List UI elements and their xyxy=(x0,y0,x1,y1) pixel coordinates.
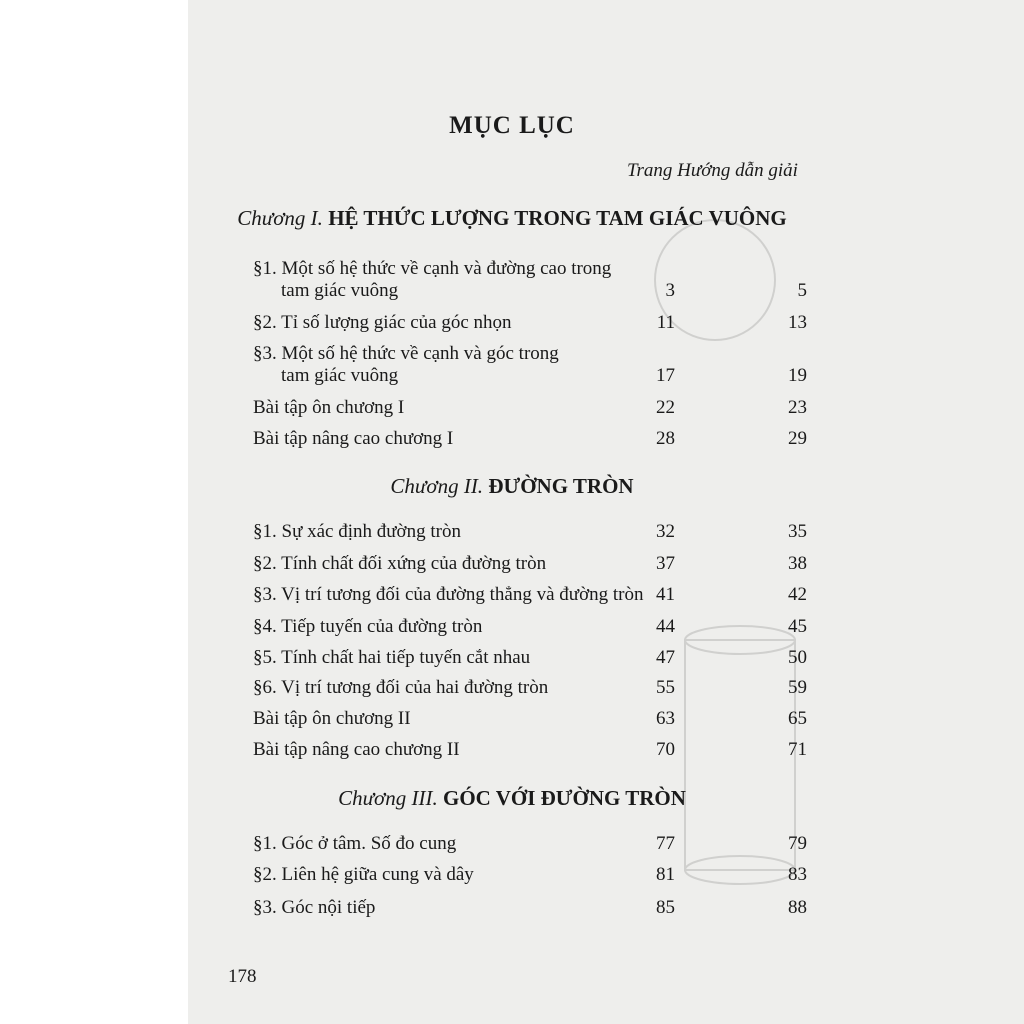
entry-label-line: Bài tập ôn chương I xyxy=(253,397,405,418)
entry-label-line: §3. Một số hệ thức về cạnh và góc trong xyxy=(253,343,559,364)
entry-solution-page: 19 xyxy=(788,365,807,386)
entry-solution-page: 65 xyxy=(788,708,807,729)
entry-solution-page: 23 xyxy=(788,397,807,418)
entry-label-line: tam giác vuông xyxy=(281,280,399,301)
entry-label-line: §2. Tỉ số lượng giác của góc nhọn xyxy=(253,312,512,333)
entry-solution-page: 50 xyxy=(788,647,807,668)
chapter-2-label: Chương II. xyxy=(390,474,484,498)
entry-label-line: §1. Sự xác định đường tròn xyxy=(253,521,461,542)
entry-page: 22 xyxy=(656,397,675,418)
entry-page: 3 xyxy=(665,280,675,301)
toc-entry[interactable] xyxy=(0,312,1024,338)
entry-solution-page: 29 xyxy=(788,428,807,449)
toc-entry[interactable] xyxy=(0,584,1024,610)
entry-solution-page: 88 xyxy=(788,897,807,918)
entry-page: 55 xyxy=(656,677,675,698)
entry-label-line: §1. Một số hệ thức về cạnh và đường cao trong xyxy=(253,258,612,279)
entry-label-line: §1. Góc ở tâm. Số đo cung xyxy=(253,833,457,854)
toc-entry[interactable] xyxy=(0,258,1024,308)
toc-entry[interactable] xyxy=(0,833,1024,859)
entry-page: 70 xyxy=(656,739,675,760)
entry-solution-page: 71 xyxy=(788,739,807,760)
entry-label-line: §3. Góc nội tiếp xyxy=(253,897,376,918)
toc-entry[interactable] xyxy=(0,647,1024,673)
toc-entry[interactable] xyxy=(0,616,1024,642)
entry-page: 77 xyxy=(656,833,675,854)
entry-page: 44 xyxy=(656,616,675,637)
toc-entry[interactable] xyxy=(0,864,1024,890)
entry-page: 81 xyxy=(656,864,675,885)
entry-label-line: Bài tập ôn chương II xyxy=(253,708,411,729)
entry-solution-page: 83 xyxy=(788,864,807,885)
entry-solution-page: 42 xyxy=(788,584,807,605)
column-header: Trang Hướng dẫn giải xyxy=(627,160,798,181)
chapter-2-name: ĐƯỜNG TRÒN xyxy=(488,474,634,498)
chapter-1-name: HỆ THỨC LƯỢNG TRONG TAM GIÁC VUÔNG xyxy=(328,206,787,230)
entry-page: 28 xyxy=(656,428,675,449)
chapter-1-label: Chương I. xyxy=(237,206,323,230)
chapter-3-heading xyxy=(0,786,1024,811)
entry-page: 17 xyxy=(656,365,675,386)
entry-label-line: §5. Tính chất hai tiếp tuyến cắt nhau xyxy=(253,647,531,668)
entry-page: 47 xyxy=(656,647,675,668)
toc-entry[interactable] xyxy=(0,739,1024,765)
toc-entry[interactable] xyxy=(0,428,1024,454)
entry-solution-page: 5 xyxy=(797,280,807,301)
chapter-2-heading xyxy=(0,474,1024,499)
entry-solution-page: 38 xyxy=(788,553,807,574)
entry-page: 85 xyxy=(656,897,675,918)
chapter-3-name: GÓC VỚI ĐƯỜNG TRÒN xyxy=(443,786,686,810)
entry-page: 41 xyxy=(656,584,675,605)
toc-entry[interactable] xyxy=(0,897,1024,923)
entry-solution-page: 59 xyxy=(788,677,807,698)
entry-label-line: Bài tập nâng cao chương I xyxy=(253,428,454,449)
toc-entry[interactable] xyxy=(0,708,1024,734)
toc-entry[interactable] xyxy=(0,397,1024,423)
entry-label-line: §2. Liên hệ giữa cung và dây xyxy=(253,864,474,885)
entry-label-line: tam giác vuông xyxy=(281,365,399,386)
entry-page: 63 xyxy=(656,708,675,729)
page-number: 178 xyxy=(228,966,257,987)
entry-solution-page: 45 xyxy=(788,616,807,637)
entry-page: 37 xyxy=(656,553,675,574)
entry-solution-page: 79 xyxy=(788,833,807,854)
entry-page: 32 xyxy=(656,521,675,542)
page-title: MỤC LỤC xyxy=(449,112,575,139)
chapter-1-heading xyxy=(0,206,1024,231)
toc-entry[interactable] xyxy=(0,553,1024,579)
entry-solution-page: 35 xyxy=(788,521,807,542)
entry-label-line: §6. Vị trí tương đối của hai đường tròn xyxy=(253,677,549,698)
toc-entry[interactable] xyxy=(0,521,1024,547)
toc-entry[interactable] xyxy=(0,343,1024,393)
entry-page: 11 xyxy=(656,312,675,333)
entry-solution-page: 13 xyxy=(788,312,807,333)
entry-label-line: §4. Tiếp tuyến của đường tròn xyxy=(253,616,483,637)
entry-label-line: §3. Vị trí tương đối của đường thẳng và đường tròn xyxy=(253,584,644,605)
chapter-3-label: Chương III. xyxy=(338,786,438,810)
entry-label-line: Bài tập nâng cao chương II xyxy=(253,739,460,760)
toc-entry[interactable] xyxy=(0,677,1024,703)
entry-label-line: §2. Tính chất đối xứng của đường tròn xyxy=(253,553,547,574)
